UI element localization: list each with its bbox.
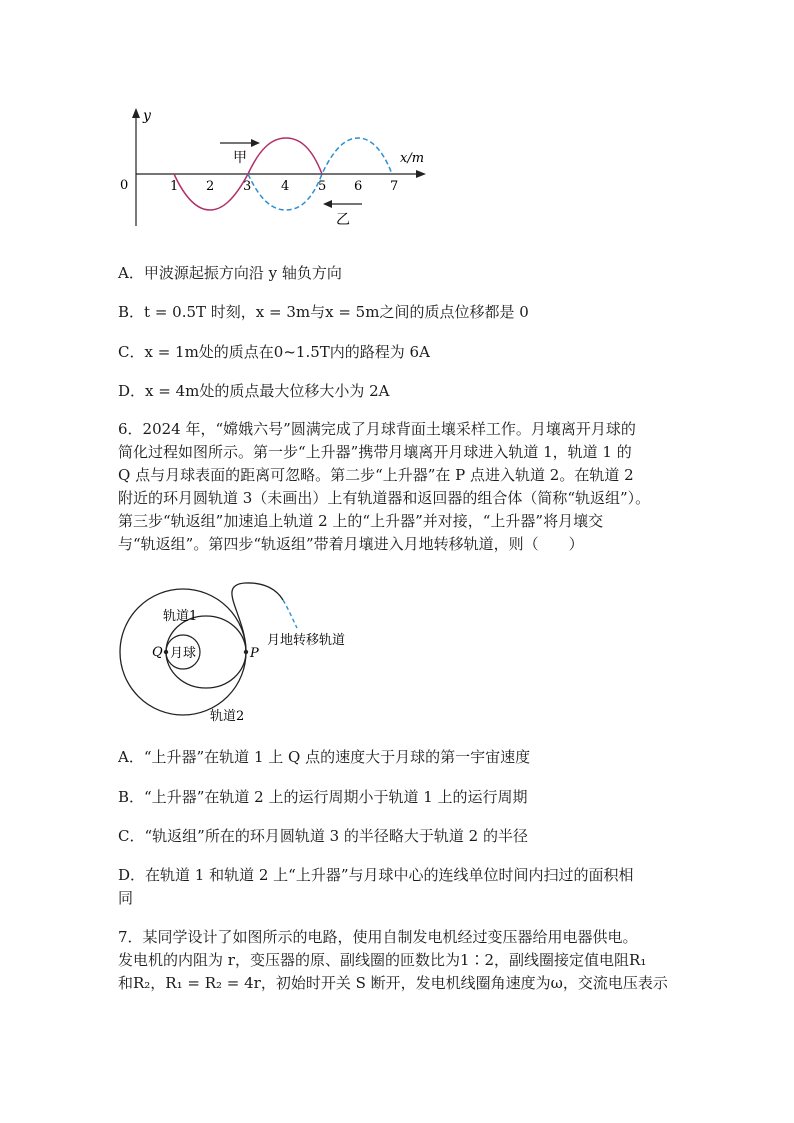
q6-line: 6．2024 年，“嫦娥六号”圆满完成了月球背面土壤采样工作。月壤离开月球的 — [118, 420, 636, 438]
origin-label: 0 — [120, 178, 129, 193]
q7-line: 和R₂，R₁ = R₂ = 4r，初始时开关 S 断开，发电机线圈角速度为ω，交流电压表示 — [118, 974, 668, 992]
q6-line: 与“轨返组”。第四步“轨返组”带着月壤进入月地转移轨道，则（ ） — [118, 535, 584, 553]
tick-label: 7 — [390, 179, 399, 194]
orbit1-label: 轨道1 — [163, 609, 198, 624]
tick-label: 6 — [354, 179, 363, 194]
q5-option-c: C．x = 1m处的质点在0~1.5T内的路程为 6A — [118, 343, 430, 361]
point-p-marker — [244, 650, 248, 654]
wave-b-label: 乙 — [336, 212, 350, 228]
point-q-marker — [164, 650, 168, 654]
point-p-label: P — [250, 646, 259, 661]
wave-b-arrowhead — [323, 200, 332, 208]
q6-stem — [118, 418, 688, 556]
q5-option-d: D．x = 4m处的质点最大位移大小为 2A — [118, 382, 390, 400]
q5-option-a: A．甲波源起振方向沿 y 轴负方向 — [118, 264, 342, 282]
q6-option-b: B．“上升器”在轨道 2 上的运行周期小于轨道 1 上的运行周期 — [118, 788, 528, 806]
tick-label: 3 — [243, 179, 252, 194]
wave-a-arrowhead — [251, 139, 260, 147]
q7-line: 发电机的内阻为 r，变压器的原、副线圈的匝数比为1∶2，副线圈接定值电阻R₁ — [118, 951, 647, 969]
q6-option-d-line1: D．在轨道 1 和轨道 2 上“上升器”与月球中心的连线单位时间内扫过的面积相 — [118, 866, 634, 884]
transfer-orbit-dashed — [283, 600, 297, 628]
q6-line: 第三步“轨返组”加速追上轨道 2 上的“上升器”并对接，“上升器”将月壤交 — [118, 512, 604, 530]
q6-option-d-line2: 同 — [118, 889, 134, 907]
q6-line: 附近的环月圆轨道 3（未画出）上有轨道器和返回器的组合体（简称“轨返组”）。 — [118, 489, 651, 507]
orbit-figure — [115, 580, 385, 730]
point-q-label: Q — [152, 645, 163, 660]
tick-label: 5 — [318, 179, 327, 194]
x-axis-label: x/m — [400, 151, 425, 166]
wave-a-label: 甲 — [233, 150, 247, 166]
q7-line: 7．某同学设计了如图所示的电路，使用自制发电机经过变压器给用电器供电。 — [118, 928, 638, 946]
q6-option-c: C．“轨返组”所在的环月圆轨道 3 的半径略大于轨道 2 的半径 — [118, 827, 528, 845]
wave-figure — [100, 100, 440, 235]
q6-option-a: A．“上升器”在轨道 1 上 Q 点的速度大于月球的第一宇宙速度 — [118, 748, 531, 766]
q6-line: Q 点与月球表面的距离可忽略。第二步“上升器”在 P 点进入轨道 2。在轨道 2 — [118, 466, 634, 484]
y-axis-label: y — [143, 108, 151, 124]
tick-label: 4 — [281, 179, 290, 194]
q7-stem — [118, 926, 688, 995]
y-axis-arrow — [132, 108, 140, 118]
x-axis-arrow — [416, 170, 426, 178]
orbit2-label: 轨道2 — [210, 709, 245, 724]
q5-option-b: B．t = 0.5T 时刻，x = 3m与x = 5m之间的质点位移都是 0 — [118, 303, 529, 321]
transfer-orbit-label: 月地转移轨道 — [267, 633, 346, 648]
moon-label: 月球 — [170, 646, 197, 661]
q6-line: 简化过程如图所示。第一步“上升器”携带月壤离开月球进入轨道 1，轨道 1 的 — [118, 443, 632, 461]
tick-label: 2 — [206, 179, 215, 194]
tick-label: 1 — [170, 179, 179, 194]
